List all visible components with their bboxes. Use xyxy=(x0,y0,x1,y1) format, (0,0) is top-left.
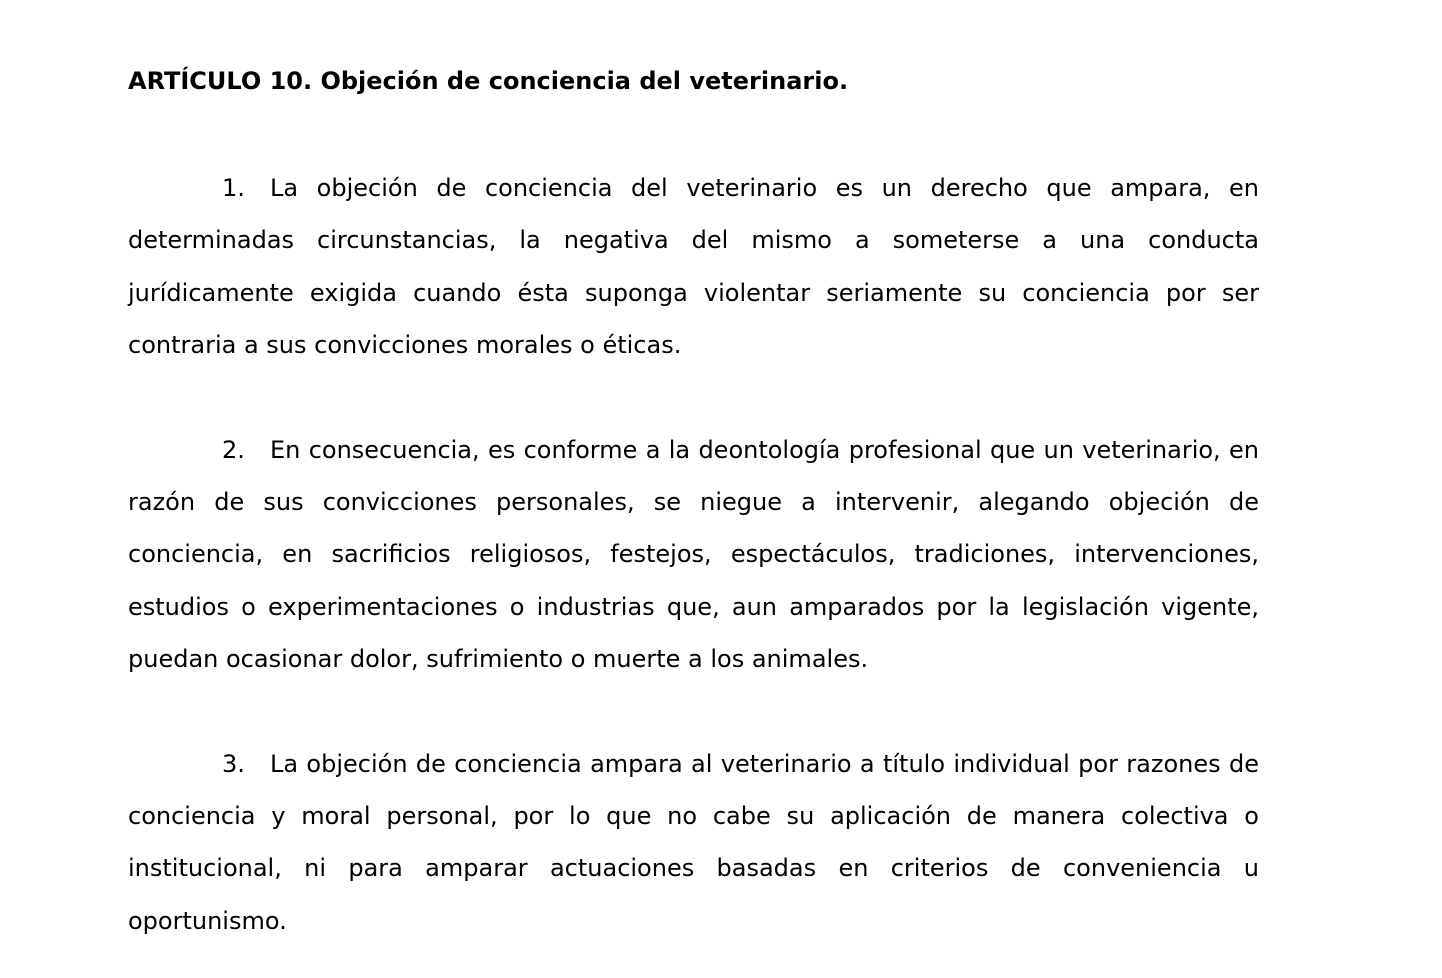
document-page xyxy=(128,58,1259,947)
paragraph-text-3: La objeción de conciencia ampara al veterinario a título individual por razones de conciencia y moral personal, por lo que no cabe su aplicación de manera colectiva o institucional, ni para amparar actuaciones basadas en criterios de conveniencia u oportunismo. xyxy=(128,749,1259,935)
article-paragraph-1 xyxy=(128,162,1259,372)
article-paragraph-2 xyxy=(128,424,1259,686)
paragraph-number-3: 3. xyxy=(222,749,245,778)
paragraph-number-1: 1. xyxy=(222,174,245,202)
article-paragraph-3 xyxy=(128,738,1259,948)
paragraph-text-2: En consecuencia, es conforme a la deontología profesional que un veterinario, en razón de sus convicciones personales, se niegue a intervenir, alegando objeción de conciencia, en sacrificios religiosos, festejos, espectáculos, tradiciones, intervenciones, estudios o experimentaciones o industrias que, aun amparados por la legislación vigente, puedan ocasionar dolor, sufrimiento o muerte a los animales. xyxy=(128,435,1259,674)
article-heading: ARTÍCULO 10. Objeción de conciencia del veterinario. xyxy=(128,67,849,95)
paragraph-number-2: 2. xyxy=(222,435,245,464)
paragraph-text-1: La objeción de conciencia del veterinario es un derecho que ampara, en determinadas circunstancias, la negativa del mismo a someterse a una conducta jurídicamente exigida cuando ésta suponga violentar seriamente su conciencia por ser contraria a sus convicciones morales o éticas. xyxy=(128,174,1259,360)
